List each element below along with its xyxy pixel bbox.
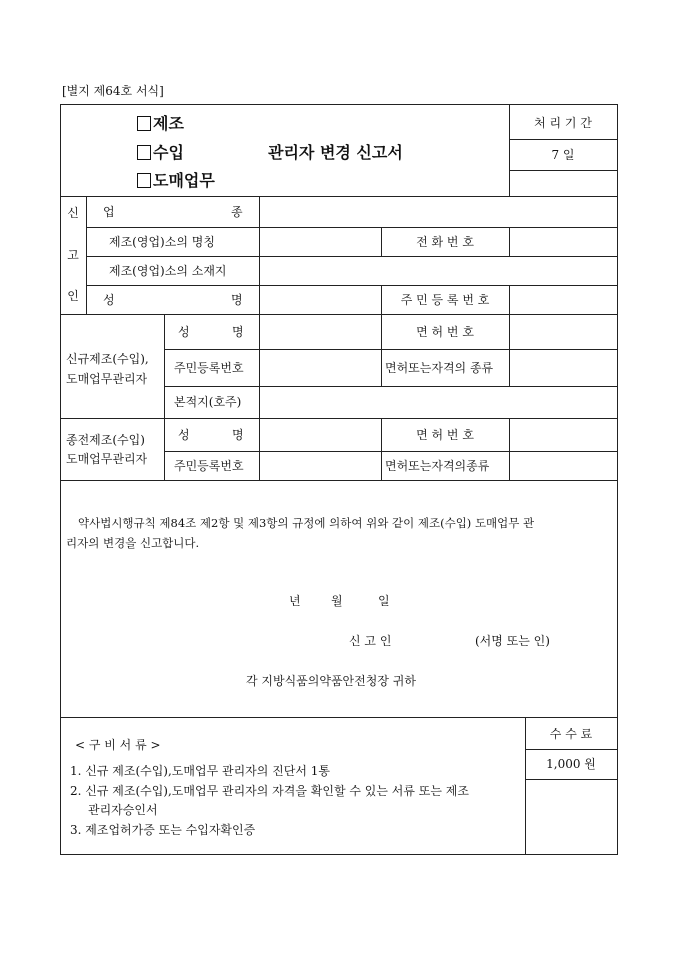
date-month-label: 월: [331, 594, 343, 608]
processing-period-label: 처 리 기 간: [534, 116, 592, 130]
document-item: 1. 신규 제조(수입),도매업무 관리자의 진단서 1통: [70, 764, 330, 778]
previous-manager-name-field[interactable]: [260, 419, 381, 451]
document-item: 3. 제조업허가증 또는 수입자확인증: [70, 823, 256, 837]
previous-manager-license-number-label: 면 허 번 호: [416, 428, 474, 442]
new-manager-license-type-label: 면허또는자격의 종류: [385, 361, 494, 375]
applicant-group-char: 인: [67, 289, 79, 303]
option-label: 도매업무: [153, 171, 215, 190]
new-manager-resident-number-label: 주민등록번호: [174, 361, 244, 375]
new-manager-name-label: 명: [232, 325, 244, 339]
new-manager-license-type-field[interactable]: [510, 350, 617, 386]
new-manager-name-label: 성: [178, 325, 190, 339]
applicant-name-field[interactable]: [260, 286, 381, 314]
facility-address-field[interactable]: [260, 257, 617, 285]
new-manager-group-label: 도매업무관리자: [66, 372, 148, 386]
processing-period-value: 7 일: [551, 148, 575, 162]
phone-field[interactable]: [510, 228, 617, 256]
declaration-text: 약사법시행규칙 제84조 제2항 및 제3항의 규정에 의하여 위와 같이 제조(수입) 도매업무 관: [78, 516, 535, 530]
fee-label: 수 수 료: [549, 727, 593, 741]
previous-manager-group-label: 도매업무관리자: [66, 452, 148, 466]
checkbox-icon[interactable]: [137, 173, 151, 188]
facility-address-label: 제조(영업)소의 소재지: [109, 264, 227, 278]
processing-period-blank-cell: [510, 171, 616, 195]
checkbox-icon[interactable]: [137, 116, 151, 131]
new-manager-license-number-label: 면 허 번 호: [416, 325, 474, 339]
applicant-signature-label: 신 고 인: [349, 634, 392, 648]
resident-number-field[interactable]: [510, 286, 617, 314]
previous-manager-license-type-label: 면허또는자격의종류: [385, 459, 490, 473]
checkbox-option-import[interactable]: [137, 144, 184, 162]
resident-number-label: 주 민 등 록 번 호: [400, 293, 490, 307]
previous-manager-name-label: 성: [178, 428, 190, 442]
new-manager-name-field[interactable]: [260, 315, 381, 349]
new-manager-domicile-label: 본적지(호주): [174, 395, 242, 409]
checkbox-icon[interactable]: [137, 145, 151, 160]
applicant-group-char: 고: [67, 248, 79, 262]
previous-manager-resident-number-label: 주민등록번호: [174, 459, 244, 473]
business-type-field[interactable]: [260, 197, 617, 227]
signature-note: (서명 또는 인): [475, 634, 550, 648]
document-item: 관리자승인서: [88, 803, 158, 817]
phone-label: 전 화 번 호: [416, 235, 474, 249]
business-type-label: 업: [103, 205, 115, 219]
form-label: [별지 제64호 서식]: [62, 84, 164, 98]
fee-value: 1,000 원: [546, 757, 596, 771]
declaration-text: 리자의 변경을 신고합니다.: [66, 536, 200, 550]
addressee: 각 지방식품의약품안전청장 귀하: [246, 674, 416, 688]
option-label: 수입: [153, 143, 184, 162]
checkbox-option-wholesale[interactable]: [137, 172, 215, 190]
applicant-name-label: 성: [103, 293, 115, 307]
option-label: 제조: [153, 114, 184, 133]
previous-manager-license-number-field[interactable]: [510, 419, 617, 451]
date-day-label: 일: [378, 594, 390, 608]
applicant-name-label: 명: [231, 293, 243, 307]
facility-name-field[interactable]: [260, 228, 381, 256]
document-item: 2. 신규 제조(수입),도매업무 관리자의 자격을 확인할 수 있는 서류 또는 제조: [70, 784, 469, 798]
form-title: 관리자 변경 신고서: [268, 143, 403, 162]
new-manager-group-label: 신규제조(수입),: [66, 352, 149, 366]
date-year-label: 년: [289, 594, 301, 608]
previous-manager-name-label: 명: [232, 428, 244, 442]
business-type-label: 종: [231, 205, 243, 219]
facility-name-label: 제조(영업)소의 명칭: [109, 235, 215, 249]
documents-heading: < 구 비 서 류 >: [75, 738, 161, 752]
applicant-group-char: 신: [67, 206, 79, 220]
previous-manager-resident-number-field[interactable]: [260, 452, 381, 480]
new-manager-domicile-field[interactable]: [260, 387, 617, 418]
new-manager-resident-number-field[interactable]: [260, 350, 381, 386]
checkbox-option-manufacture[interactable]: [137, 115, 184, 133]
signature-field[interactable]: [400, 630, 470, 650]
previous-manager-license-type-field[interactable]: [510, 452, 617, 480]
new-manager-license-number-field[interactable]: [510, 315, 617, 349]
previous-manager-group-label: 종전제조(수입): [66, 433, 145, 447]
